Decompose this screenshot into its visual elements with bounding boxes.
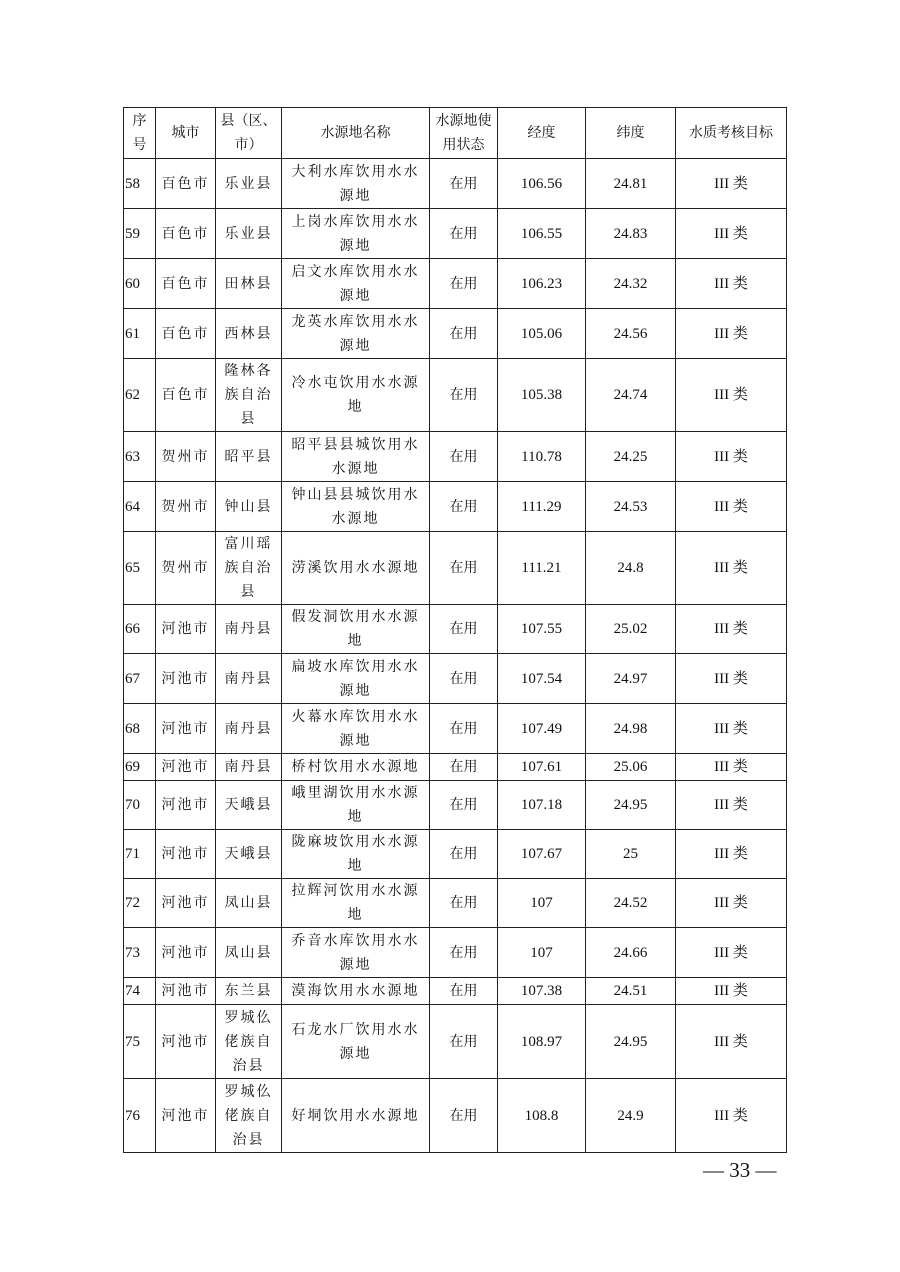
cell-city: 河池市 [156, 754, 216, 781]
cell-source-name: 峨里湖饮用水水源地 [282, 781, 430, 830]
cell-longitude: 105.06 [498, 309, 586, 359]
cell-source-name: 扁坡水库饮用水水源地 [282, 654, 430, 704]
cell-status: 在用 [430, 482, 498, 532]
cell-source-name: 大利水库饮用水水源地 [282, 159, 430, 209]
cell-longitude: 107.54 [498, 654, 586, 704]
cell-county: 凤山县 [216, 879, 282, 928]
table-row [124, 605, 787, 654]
cell-latitude: 24.53 [586, 482, 676, 532]
cell-seq: 59 [124, 209, 156, 259]
cell-longitude: 106.55 [498, 209, 586, 259]
cell-county: 凤山县 [216, 928, 282, 978]
cell-latitude: 25.06 [586, 754, 676, 781]
cell-status: 在用 [430, 259, 498, 309]
cell-longitude: 107.18 [498, 781, 586, 830]
table-row [124, 928, 787, 978]
cell-seq: 73 [124, 928, 156, 978]
cell-status: 在用 [430, 309, 498, 359]
table-row [124, 830, 787, 879]
cell-target: III 类 [676, 432, 787, 482]
cell-city: 百色市 [156, 259, 216, 309]
cell-county: 罗城仫佬族自治县 [216, 1005, 282, 1079]
cell-target: III 类 [676, 309, 787, 359]
cell-city: 河池市 [156, 704, 216, 754]
cell-latitude: 24.98 [586, 704, 676, 754]
cell-source-name: 石龙水厂饮用水水源地 [282, 1005, 430, 1079]
cell-source-name: 拉辉河饮用水水源地 [282, 879, 430, 928]
cell-city: 贺州市 [156, 532, 216, 605]
table-row [124, 879, 787, 928]
cell-longitude: 107 [498, 928, 586, 978]
cell-target: III 类 [676, 654, 787, 704]
cell-status: 在用 [430, 532, 498, 605]
table-row [124, 482, 787, 532]
cell-seq: 72 [124, 879, 156, 928]
cell-seq: 71 [124, 830, 156, 879]
water-source-table [123, 107, 787, 1153]
cell-latitude: 24.9 [586, 1079, 676, 1153]
cell-source-name: 乔音水库饮用水水源地 [282, 928, 430, 978]
cell-latitude: 24.25 [586, 432, 676, 482]
cell-source-name: 启文水库饮用水水源地 [282, 259, 430, 309]
cell-status: 在用 [430, 605, 498, 654]
cell-longitude: 107.49 [498, 704, 586, 754]
cell-county: 罗城仫佬族自治县 [216, 1079, 282, 1153]
cell-target: III 类 [676, 359, 787, 432]
cell-status: 在用 [430, 978, 498, 1005]
cell-county: 乐业县 [216, 159, 282, 209]
cell-target: III 类 [676, 928, 787, 978]
cell-status: 在用 [430, 432, 498, 482]
header-seq: 序号 [124, 108, 156, 159]
cell-longitude: 108.8 [498, 1079, 586, 1153]
table-row [124, 978, 787, 1005]
cell-longitude: 111.29 [498, 482, 586, 532]
cell-county: 南丹县 [216, 754, 282, 781]
cell-city: 贺州市 [156, 432, 216, 482]
cell-target: III 类 [676, 879, 787, 928]
table-row [124, 532, 787, 605]
cell-seq: 63 [124, 432, 156, 482]
cell-status: 在用 [430, 704, 498, 754]
cell-target: III 类 [676, 259, 787, 309]
cell-seq: 69 [124, 754, 156, 781]
cell-latitude: 24.8 [586, 532, 676, 605]
header-status: 水源地使用状态 [430, 108, 498, 159]
table-header-row [124, 108, 787, 159]
cell-city: 河池市 [156, 654, 216, 704]
cell-latitude: 24.74 [586, 359, 676, 432]
cell-city: 河池市 [156, 605, 216, 654]
header-county: 县（区、市） [216, 108, 282, 159]
cell-county: 天峨县 [216, 830, 282, 879]
table-row [124, 654, 787, 704]
cell-latitude: 25.02 [586, 605, 676, 654]
cell-status: 在用 [430, 830, 498, 879]
cell-status: 在用 [430, 209, 498, 259]
cell-latitude: 25 [586, 830, 676, 879]
cell-source-name: 陇麻坡饮用水水源地 [282, 830, 430, 879]
table-row [124, 1079, 787, 1153]
cell-longitude: 107 [498, 879, 586, 928]
header-target: 水质考核目标 [676, 108, 787, 159]
table-row [124, 754, 787, 781]
cell-seq: 67 [124, 654, 156, 704]
cell-longitude: 107.67 [498, 830, 586, 879]
header-source-name: 水源地名称 [282, 108, 430, 159]
table-row [124, 359, 787, 432]
cell-longitude: 105.38 [498, 359, 586, 432]
cell-longitude: 107.61 [498, 754, 586, 781]
cell-seq: 65 [124, 532, 156, 605]
cell-seq: 64 [124, 482, 156, 532]
cell-source-name: 假发洞饮用水水源地 [282, 605, 430, 654]
cell-latitude: 24.66 [586, 928, 676, 978]
cell-latitude: 24.95 [586, 781, 676, 830]
cell-city: 河池市 [156, 978, 216, 1005]
cell-seq: 58 [124, 159, 156, 209]
cell-county: 田林县 [216, 259, 282, 309]
cell-status: 在用 [430, 1005, 498, 1079]
cell-longitude: 110.78 [498, 432, 586, 482]
cell-latitude: 24.95 [586, 1005, 676, 1079]
header-longitude: 经度 [498, 108, 586, 159]
cell-county: 东兰县 [216, 978, 282, 1005]
cell-target: III 类 [676, 482, 787, 532]
cell-longitude: 106.56 [498, 159, 586, 209]
table-row [124, 259, 787, 309]
cell-source-name: 冷水屯饮用水水源地 [282, 359, 430, 432]
cell-latitude: 24.56 [586, 309, 676, 359]
cell-seq: 74 [124, 978, 156, 1005]
cell-source-name: 好垌饮用水水源地 [282, 1079, 430, 1153]
header-latitude: 纬度 [586, 108, 676, 159]
cell-source-name: 龙英水库饮用水水源地 [282, 309, 430, 359]
cell-county: 隆林各族自治县 [216, 359, 282, 432]
cell-city: 百色市 [156, 359, 216, 432]
table-row [124, 309, 787, 359]
cell-source-name: 火幕水库饮用水水源地 [282, 704, 430, 754]
cell-city: 河池市 [156, 1079, 216, 1153]
table-body [124, 159, 787, 1153]
cell-target: III 类 [676, 209, 787, 259]
cell-target: III 类 [676, 159, 787, 209]
cell-target: III 类 [676, 781, 787, 830]
cell-longitude: 107.38 [498, 978, 586, 1005]
table-row [124, 781, 787, 830]
cell-county: 西林县 [216, 309, 282, 359]
cell-county: 富川瑶族自治县 [216, 532, 282, 605]
cell-target: III 类 [676, 1079, 787, 1153]
cell-seq: 66 [124, 605, 156, 654]
cell-longitude: 107.55 [498, 605, 586, 654]
cell-target: III 类 [676, 978, 787, 1005]
table-row [124, 704, 787, 754]
cell-seq: 68 [124, 704, 156, 754]
cell-status: 在用 [430, 754, 498, 781]
cell-source-name: 漠海饮用水水源地 [282, 978, 430, 1005]
cell-source-name: 钟山县县城饮用水水源地 [282, 482, 430, 532]
table-row [124, 209, 787, 259]
table-row [124, 159, 787, 209]
cell-county: 钟山县 [216, 482, 282, 532]
cell-target: III 类 [676, 754, 787, 781]
cell-seq: 61 [124, 309, 156, 359]
cell-city: 河池市 [156, 830, 216, 879]
cell-county: 天峨县 [216, 781, 282, 830]
cell-longitude: 108.97 [498, 1005, 586, 1079]
cell-source-name: 昭平县县城饮用水水源地 [282, 432, 430, 482]
cell-target: III 类 [676, 532, 787, 605]
cell-county: 乐业县 [216, 209, 282, 259]
cell-status: 在用 [430, 781, 498, 830]
cell-latitude: 24.81 [586, 159, 676, 209]
cell-status: 在用 [430, 879, 498, 928]
cell-target: III 类 [676, 704, 787, 754]
cell-longitude: 111.21 [498, 532, 586, 605]
cell-seq: 70 [124, 781, 156, 830]
cell-seq: 62 [124, 359, 156, 432]
cell-latitude: 24.83 [586, 209, 676, 259]
cell-source-name: 涝溪饮用水水源地 [282, 532, 430, 605]
cell-city: 河池市 [156, 781, 216, 830]
cell-latitude: 24.32 [586, 259, 676, 309]
table-row [124, 1005, 787, 1079]
cell-status: 在用 [430, 159, 498, 209]
cell-target: III 类 [676, 1005, 787, 1079]
cell-seq: 75 [124, 1005, 156, 1079]
cell-county: 南丹县 [216, 704, 282, 754]
cell-status: 在用 [430, 654, 498, 704]
cell-status: 在用 [430, 928, 498, 978]
header-city: 城市 [156, 108, 216, 159]
cell-city: 河池市 [156, 928, 216, 978]
cell-city: 百色市 [156, 159, 216, 209]
cell-source-name: 桥村饮用水水源地 [282, 754, 430, 781]
page-number: — 33 — [703, 1158, 777, 1182]
cell-latitude: 24.51 [586, 978, 676, 1005]
cell-status: 在用 [430, 359, 498, 432]
cell-target: III 类 [676, 605, 787, 654]
cell-city: 河池市 [156, 1005, 216, 1079]
cell-county: 南丹县 [216, 654, 282, 704]
table-row [124, 432, 787, 482]
cell-longitude: 106.23 [498, 259, 586, 309]
cell-city: 百色市 [156, 309, 216, 359]
cell-city: 贺州市 [156, 482, 216, 532]
cell-city: 河池市 [156, 879, 216, 928]
cell-target: III 类 [676, 830, 787, 879]
cell-seq: 76 [124, 1079, 156, 1153]
cell-city: 百色市 [156, 209, 216, 259]
cell-county: 昭平县 [216, 432, 282, 482]
cell-latitude: 24.97 [586, 654, 676, 704]
cell-county: 南丹县 [216, 605, 282, 654]
cell-latitude: 24.52 [586, 879, 676, 928]
cell-seq: 60 [124, 259, 156, 309]
cell-source-name: 上岗水库饮用水水源地 [282, 209, 430, 259]
cell-status: 在用 [430, 1079, 498, 1153]
